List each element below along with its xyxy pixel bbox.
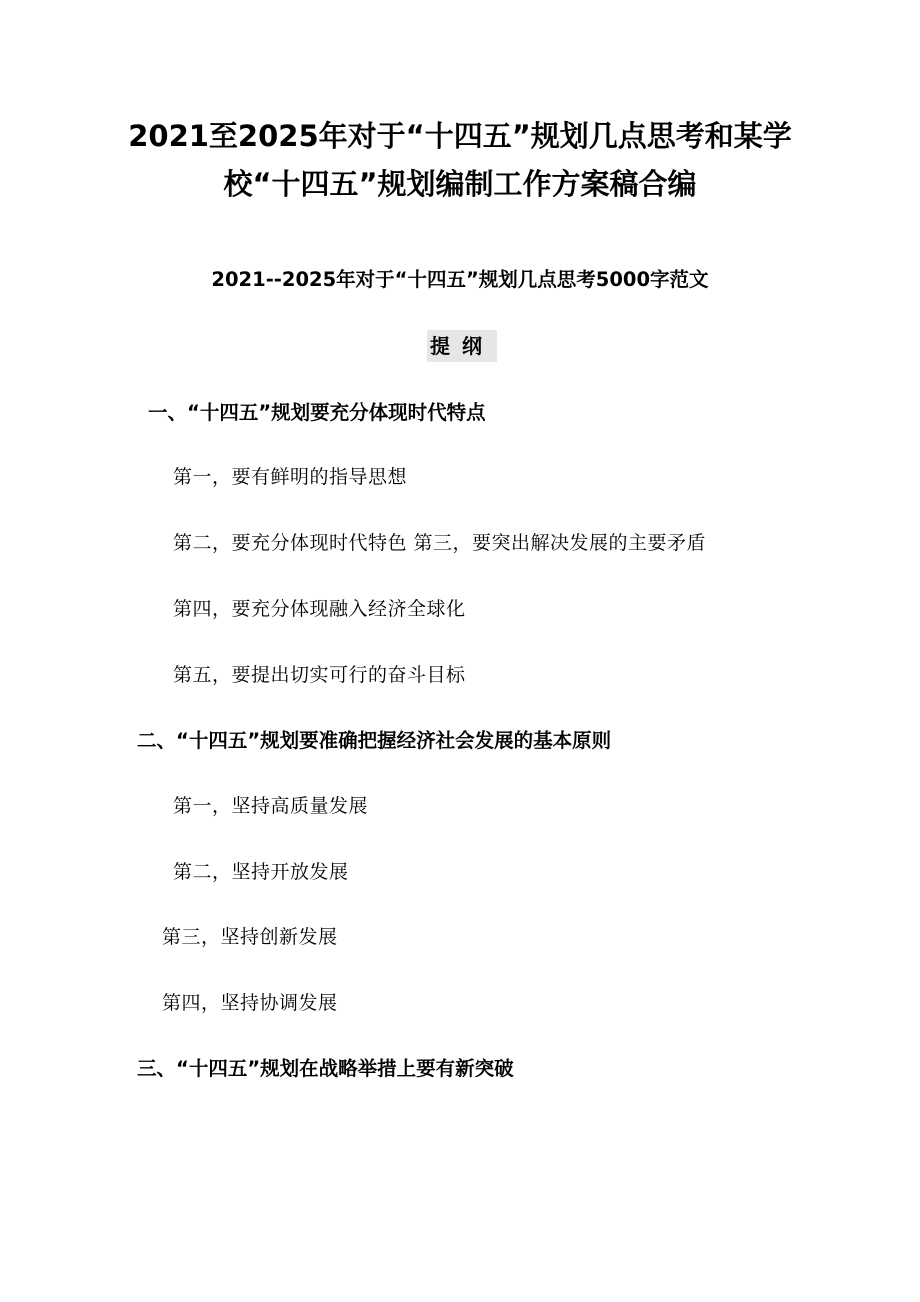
- section-2-item-2: 第二，坚持开放发展: [173, 861, 349, 883]
- section-1-item-1: 第一，要有鲜明的指导思想: [173, 466, 408, 488]
- document-subtitle: 2021--2025年对于“十四五”规划几点思考5000字范文: [211, 268, 709, 291]
- section-2-item-3: 第三，坚持创新发展: [162, 926, 338, 948]
- section-1-item-3: 第四，要充分体现融入经济全球化: [173, 598, 466, 620]
- document-title-line-2: 校“十四五”规划编制工作方案稿合编: [223, 167, 697, 201]
- section-2-item-1: 第一，坚持高质量发展: [173, 795, 369, 817]
- section-1-item-2: 第二，要充分体现时代特色 第三，要突出解决发展的主要矛盾: [173, 532, 707, 554]
- section-heading-1: 一、“十四五”规划要充分体现时代特点: [148, 401, 486, 424]
- section-heading-3: 三、“十四五”规划在战略举措上要有新突破: [137, 1057, 514, 1080]
- outline-heading: 提纲: [427, 330, 497, 362]
- section-2-item-4: 第四，坚持协调发展: [162, 992, 338, 1014]
- document-title-line-1: 2021至2025年对于“十四五”规划几点思考和某学: [128, 119, 792, 153]
- section-heading-2: 二、“十四五”规划要准确把握经济社会发展的基本原则: [137, 729, 612, 752]
- section-1-item-4: 第五，要提出切实可行的奋斗目标: [173, 664, 466, 686]
